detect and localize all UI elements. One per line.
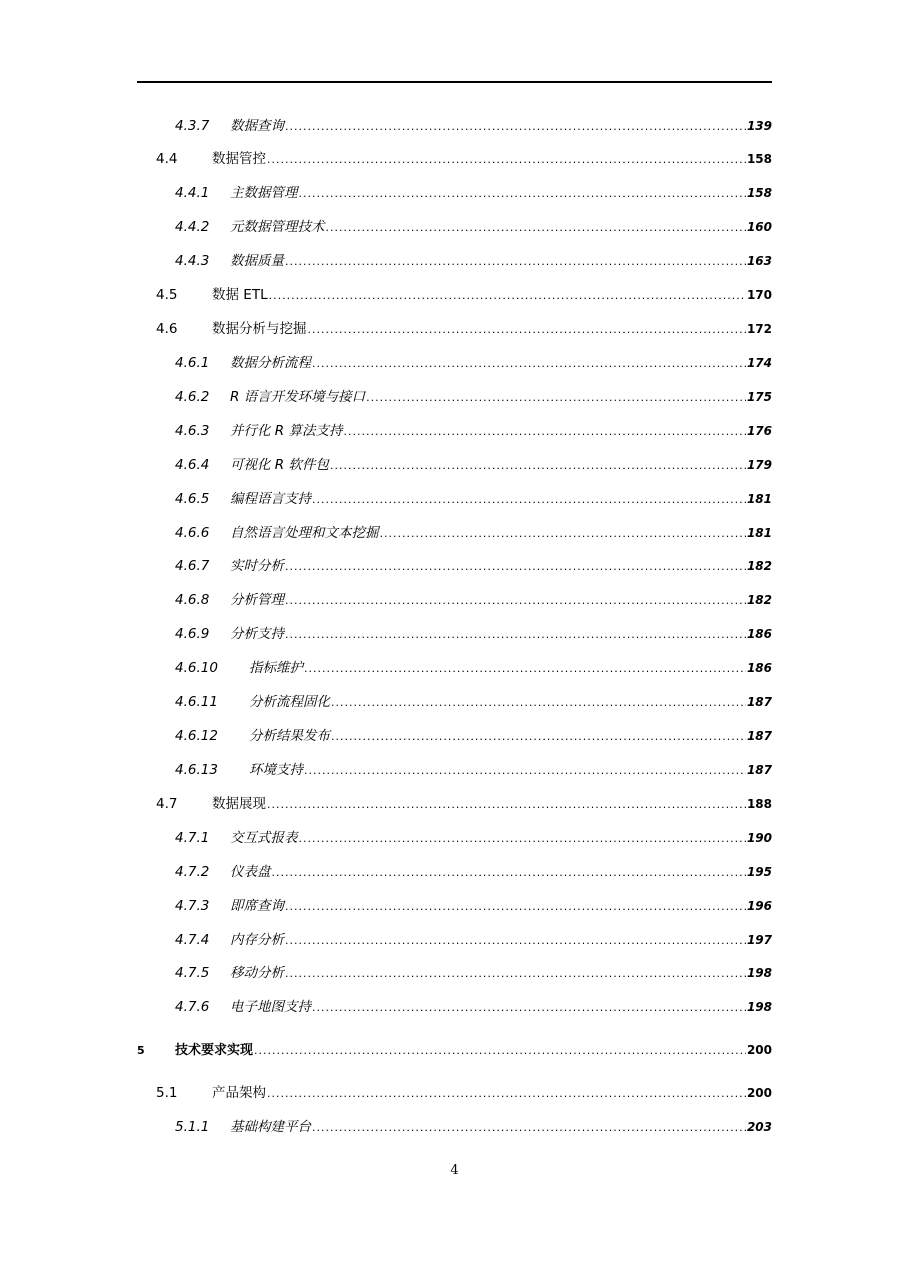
toc-entry-title: 产品架构	[212, 1085, 266, 1101]
toc-entry-page: 182	[746, 593, 772, 607]
toc-entry-page: 186	[746, 661, 772, 675]
toc-entry[interactable]	[156, 794, 772, 814]
toc-entry-page: 188	[746, 797, 772, 811]
toc-entry-number: 4.6	[156, 321, 178, 337]
toc-entry[interactable]	[175, 116, 772, 136]
toc-entry-title: 数据 ETL	[212, 287, 268, 303]
toc-entry-title: 基础构建平台	[230, 1119, 311, 1135]
toc-entry-number: 4.6.12	[175, 728, 218, 744]
toc-entry-number: 4.6.8	[175, 592, 210, 608]
toc-entry-page: 196	[746, 899, 772, 913]
toc-entry-page: 197	[746, 933, 772, 947]
toc-entry-title: 数据管控	[212, 151, 266, 167]
toc-entry[interactable]	[137, 1040, 772, 1060]
toc-entry-page: 187	[746, 729, 772, 743]
toc-entry-page: 181	[746, 492, 772, 506]
toc-entry[interactable]	[156, 1083, 772, 1103]
toc-entry-page: 187	[746, 695, 772, 709]
toc-entry-title: 数据分析与挖掘	[212, 321, 307, 337]
toc-entry-number: 4.7.1	[175, 830, 210, 846]
toc-entry-number: 5.1	[156, 1085, 178, 1101]
toc-entry-title: R 语言开发环境与接口	[230, 389, 366, 405]
toc-dot-leader	[312, 490, 746, 510]
toc-dot-leader	[343, 422, 745, 442]
toc-dot-leader	[299, 829, 746, 849]
toc-entry-number: 4.6.11	[175, 694, 218, 710]
toc-entry-number: 4.3.7	[175, 118, 210, 134]
toc-entry-title: 数据展现	[212, 796, 266, 812]
toc-dot-leader	[285, 557, 746, 577]
toc-entry-page: 181	[746, 526, 772, 540]
toc-entry[interactable]	[175, 862, 772, 882]
toc-dot-leader	[331, 727, 746, 747]
toc-dot-leader	[285, 964, 746, 984]
toc-entry[interactable]	[175, 590, 772, 610]
toc-entry-title: 自然语言处理和文本挖掘	[230, 525, 379, 541]
toc-entry-page: 172	[746, 322, 772, 336]
toc-entry-number: 4.7.5	[175, 965, 210, 981]
toc-entry[interactable]	[175, 183, 772, 203]
toc-dot-leader	[267, 795, 746, 815]
toc-entry-number: 4.6.2	[175, 389, 210, 405]
toc-entry-title: 元数据管理技术	[230, 219, 325, 235]
toc-dot-leader	[285, 897, 746, 917]
toc-entry-title: 并行化 R 算法支持	[230, 423, 343, 439]
toc-entry-title: 主数据管理	[230, 185, 298, 201]
toc-entry-title: 环境支持	[249, 762, 303, 778]
toc-entry[interactable]	[175, 353, 772, 373]
toc-entry-page: 158	[746, 152, 772, 166]
toc-dot-leader	[269, 286, 746, 306]
toc-dot-leader	[285, 591, 746, 611]
toc-entry-number: 4.4	[156, 151, 178, 167]
toc-entry-number: 4.4.2	[175, 219, 210, 235]
toc-entry-page: 182	[746, 559, 772, 573]
toc-entry[interactable]	[156, 149, 772, 169]
toc-entry-page: 195	[746, 865, 772, 879]
toc-entry-page: 160	[746, 220, 772, 234]
toc-entry[interactable]	[175, 726, 772, 746]
toc-entry-number: 4.6.10	[175, 660, 218, 676]
toc-entry[interactable]	[175, 930, 772, 950]
toc-entry-title: 技术要求实现	[175, 1043, 254, 1058]
toc-entry-number: 4.7.2	[175, 864, 210, 880]
toc-entry[interactable]	[175, 556, 772, 576]
toc-dot-leader	[285, 625, 746, 645]
toc-entry-title: 指标维护	[249, 660, 303, 676]
toc-entry-page: 203	[746, 1120, 772, 1134]
toc-entry[interactable]	[175, 828, 772, 848]
toc-dot-leader	[254, 1041, 746, 1061]
toc-dot-leader	[330, 456, 746, 476]
toc-entry[interactable]	[175, 896, 772, 916]
toc-entry-page: 175	[746, 390, 772, 404]
toc-entry-title: 即席查询	[230, 898, 284, 914]
toc-entry[interactable]	[175, 421, 772, 441]
toc-entry-number: 4.7.4	[175, 932, 210, 948]
toc-entry[interactable]	[175, 387, 772, 407]
toc-entry-page: 170	[746, 288, 772, 302]
toc-entry-number: 4.7	[156, 796, 178, 812]
toc-entry-title: 分析流程固化	[249, 694, 330, 710]
toc-entry-page: 186	[746, 627, 772, 641]
toc-entry-page: 187	[746, 763, 772, 777]
toc-entry-number: 4.4.1	[175, 185, 210, 201]
toc-entry-number: 4.6.9	[175, 626, 210, 642]
toc-entry-page: 200	[746, 1086, 772, 1100]
toc-dot-leader	[285, 931, 746, 951]
toc-entry-number: 4.6.13	[175, 762, 218, 778]
toc-dot-leader	[272, 863, 746, 883]
toc-entry[interactable]	[175, 1117, 772, 1137]
toc-entry-title: 实时分析	[230, 558, 284, 574]
toc-entry-title: 数据查询	[230, 118, 284, 134]
toc-entry-number: 4.6.5	[175, 491, 210, 507]
toc-entry[interactable]	[175, 997, 772, 1017]
toc-entry-page: 190	[746, 831, 772, 845]
toc-dot-leader	[304, 761, 746, 781]
toc-dot-leader	[312, 354, 746, 374]
toc-entry[interactable]	[175, 760, 772, 780]
toc-entry-title: 分析管理	[230, 592, 284, 608]
toc-entry-page: 179	[746, 458, 772, 472]
toc-entry-page: 198	[746, 966, 772, 980]
toc-entry-title: 分析结果发布	[249, 728, 330, 744]
toc-dot-leader	[304, 659, 746, 679]
toc-entry-page: 158	[746, 186, 772, 200]
toc-dot-leader	[308, 320, 746, 340]
toc-dot-leader	[331, 693, 746, 713]
toc-entry-title: 仪表盘	[230, 864, 271, 880]
toc-entry-title: 分析支持	[230, 626, 284, 642]
toc-dot-leader	[299, 184, 746, 204]
toc-entry-page: 176	[746, 424, 772, 438]
toc-entry-number: 4.7.6	[175, 999, 210, 1015]
toc-dot-leader	[285, 252, 746, 272]
toc-entry-title: 交互式报表	[230, 830, 298, 846]
toc-entry[interactable]	[175, 455, 772, 475]
toc-entry[interactable]	[175, 963, 772, 983]
toc-entry[interactable]	[175, 251, 772, 271]
toc-dot-leader	[267, 1084, 746, 1104]
toc-entry-number: 4.6.4	[175, 457, 210, 473]
toc-entry-number: 4.5	[156, 287, 178, 303]
toc-entry[interactable]	[156, 285, 772, 305]
toc-entry-number: 4.7.3	[175, 898, 210, 914]
toc-entry-title: 可视化 R 软件包	[230, 457, 329, 473]
toc-entry[interactable]	[156, 319, 772, 339]
toc-entry[interactable]	[175, 658, 772, 678]
toc-entry-number: 5	[137, 1044, 145, 1057]
toc-entry-number: 4.6.7	[175, 558, 210, 574]
toc-entry-page: 198	[746, 1000, 772, 1014]
toc-entry-number: 4.4.3	[175, 253, 210, 269]
toc-dot-leader	[312, 1118, 746, 1138]
toc-entry-title: 内存分析	[230, 932, 284, 948]
toc-entry[interactable]	[175, 489, 772, 509]
toc-entry-page: 174	[746, 356, 772, 370]
toc-dot-leader	[366, 388, 746, 408]
toc-entry-number: 4.6.3	[175, 423, 210, 439]
toc-entry[interactable]	[175, 523, 772, 543]
toc-entry-title: 编程语言支持	[230, 491, 311, 507]
toc-entry-page: 200	[746, 1043, 772, 1057]
page-number: 4	[450, 1163, 459, 1178]
toc-entry-title: 移动分析	[230, 965, 284, 981]
toc-entry-title: 数据质量	[230, 253, 284, 269]
toc-dot-leader	[285, 117, 746, 137]
toc-dot-leader	[326, 218, 746, 238]
toc-dot-leader	[312, 998, 746, 1018]
toc-dot-leader	[267, 150, 746, 170]
toc-entry-number: 4.6.1	[175, 355, 210, 371]
toc-entry-title: 数据分析流程	[230, 355, 311, 371]
toc-entry[interactable]	[175, 692, 772, 712]
toc-entry[interactable]	[175, 624, 772, 644]
toc-entry-page: 139	[746, 119, 772, 133]
toc-dot-leader	[380, 524, 746, 544]
toc-entry-page: 163	[746, 254, 772, 268]
toc-entry[interactable]	[175, 217, 772, 237]
toc-entry-number: 5.1.1	[175, 1119, 210, 1135]
toc-entry-title: 电子地图支持	[230, 999, 311, 1015]
toc-entry-number: 4.6.6	[175, 525, 210, 541]
